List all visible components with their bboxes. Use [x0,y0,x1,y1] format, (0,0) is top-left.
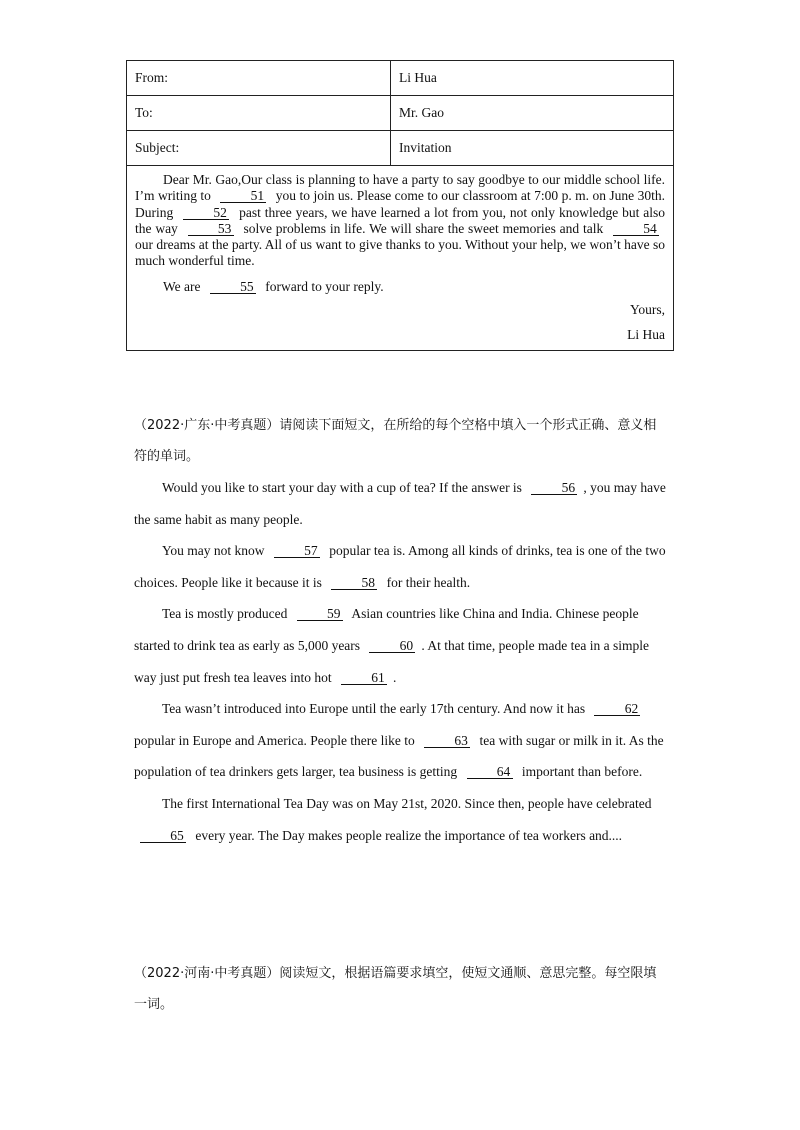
from-label: From: [127,61,391,96]
body-text: forward to your reply. [265,278,384,294]
blank-53[interactable]: 53 [188,222,234,236]
from-value: Li Hua [391,61,674,96]
blank-61[interactable]: 61 [341,671,387,685]
passage-text: every year. The Day makes people realize the importance of tea workers and.... [195,827,623,843]
subject-value: Invitation [391,131,674,166]
body-text: you to join us. Please come to our classroom at 7:00 p. m. on June 30th. During [135,188,665,220]
passage-paragraph [134,472,666,535]
blank-55[interactable]: 55 [210,280,256,294]
section-guangdong [134,410,666,851]
passage-paragraph [134,598,666,693]
email-body [127,166,674,351]
passage-text: Would you like to start your day with a cup of tea? If the answer is [162,480,522,495]
passage-text: important than before. [521,764,643,780]
body-text: We are [163,278,201,294]
email-subject-row [127,131,674,166]
email-valediction: Yours, [629,302,665,318]
passage-text: Tea is mostly produced [162,606,288,622]
blank-64[interactable]: 64 [467,765,513,779]
passage-text: . [392,669,397,685]
passage-text: , you may have the same habit as many people. [134,480,666,527]
blank-56[interactable]: 56 [531,481,577,495]
passage-text: popular tea is. Among all kinds of drinks, tea is one of the two choices. People like it because it is [134,543,666,590]
blank-54[interactable]: 54 [613,222,659,236]
blank-63[interactable]: 63 [424,734,470,748]
passage-text: Asian countries like China and India. Chinese people started to drink tea as early as 5,000 years [134,606,639,653]
passage-paragraph [134,535,666,598]
blank-62[interactable]: 62 [594,702,640,716]
email-signature: Li Hua [627,327,665,343]
passage-text: for their health. [386,574,471,590]
blank-65[interactable]: 65 [140,829,186,843]
passage-text: Tea wasn’t introduced into Europe until the early 17th century. And now it has [162,701,586,717]
email-body-paragraph [135,172,665,270]
passage-paragraph [134,693,666,788]
email-body-row [127,166,674,351]
to-value: Mr. Gao [391,96,674,131]
to-label: To: [127,96,391,131]
email-table [126,60,674,351]
passage-text: The first International Tea Day was on May 21st, 2020. Since then, people have celebrated [162,795,652,811]
body-text: our dreams at the party. All of us want to give thanks to you. Without your help, we won’t have so much wonderful time. [135,237,665,269]
section-henan [134,958,666,1020]
email-closing-line [135,279,665,295]
passage-paragraph [134,788,666,851]
section-instruction: （2022·广东·中考真题）请阅读下面短文，在所给的每个空格中填入一个形式正确、意义相符的单词。 [134,418,657,464]
passage-text: popular in Europe and America. People there like to [134,732,415,748]
section-instruction: （2022·河南·中考真题）阅读短文，根据语篇要求填空，使短文通顺、意思完整。每空限填一词。 [134,966,657,1012]
passage-text: . At that time, people made tea in a simple way just put fresh tea leaves into hot [134,637,649,685]
body-text: solve problems in life. We will share the sweet memories and talk [243,220,604,236]
subject-label: Subject: [127,131,391,166]
blank-51[interactable]: 51 [220,189,266,203]
passage-text: You may not know [162,543,265,559]
blank-58[interactable]: 58 [331,576,377,590]
blank-60[interactable]: 60 [369,639,415,653]
body-text: Dear Mr. Gao,Our class is planning to have a party to say goodbye to our middle school life. I’m writing to [135,172,665,204]
email-from-row [127,61,674,96]
blank-59[interactable]: 59 [297,607,343,621]
email-to-row [127,96,674,131]
body-text: past three years, we have learned a lot from you, not only knowledge but also the way [135,204,666,236]
blank-57[interactable]: 57 [274,544,320,558]
blank-52[interactable]: 52 [183,206,229,220]
passage-text: tea with sugar or milk in it. As the population of tea drinkers gets larger, tea business is getting [134,732,664,780]
